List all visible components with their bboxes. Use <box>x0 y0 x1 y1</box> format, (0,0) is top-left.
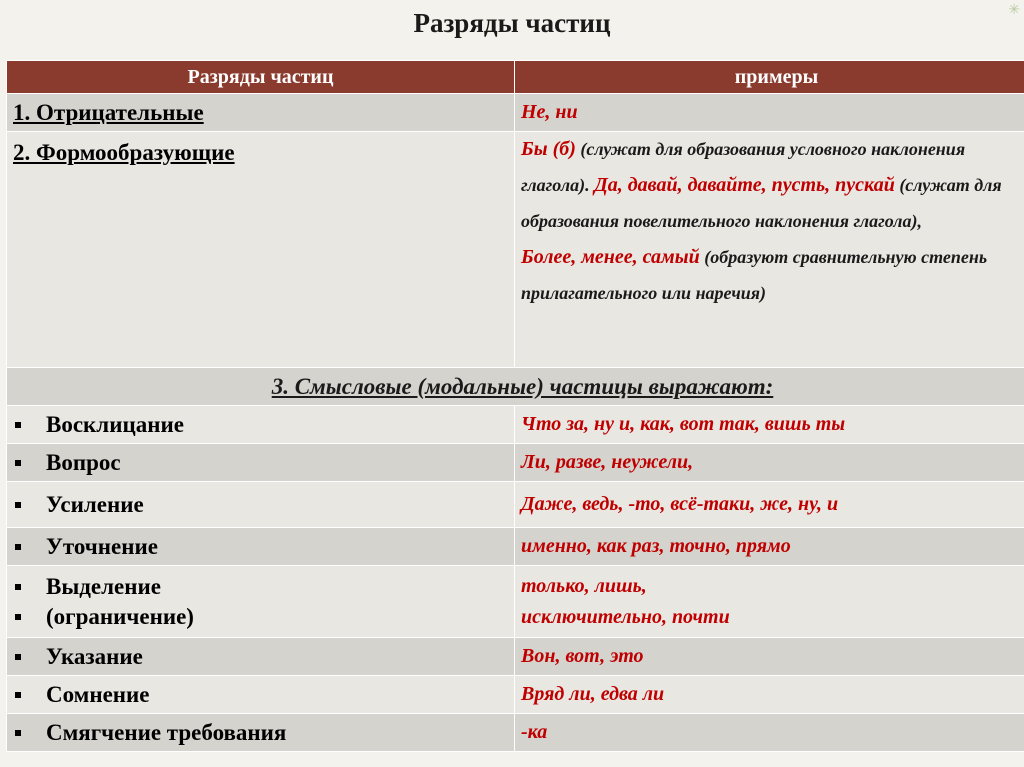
bullet-icon <box>15 460 21 466</box>
modal-example: только, лишь, <box>521 574 647 597</box>
modal-example: Вон, вот, это <box>521 645 644 667</box>
bullet-icon <box>15 584 21 590</box>
table-row <box>7 406 1024 444</box>
header-category: Разряды частиц <box>7 61 515 94</box>
corner-mark-icon: ✳ <box>1008 3 1020 18</box>
bullet-icon <box>15 544 21 550</box>
bullet-icon <box>15 502 21 508</box>
modal-example: Даже, ведь, -то, всё-таки, же, ну, и <box>521 493 839 515</box>
bullet-icon <box>15 692 21 698</box>
bullet-icon <box>15 614 21 620</box>
modal-example: Вряд ли, едва ли <box>521 683 665 705</box>
modal-label: Усиление <box>46 491 144 517</box>
section-row <box>7 368 1024 406</box>
page-title: Разряды частиц <box>413 8 611 38</box>
modal-label: Вопрос <box>46 449 121 475</box>
category-negative: 1. Отрицательные <box>13 99 204 125</box>
modal-label: Выделение <box>46 573 161 599</box>
example-red-2: Да, давай, давайте, пусть, пускай <box>594 174 895 196</box>
modal-label: Уточнение <box>46 533 158 559</box>
header-examples: примеры <box>515 61 1024 94</box>
example-red-3: Более, менее, самый <box>521 246 700 268</box>
modal-example: Ли, разве, неужели, <box>521 451 694 473</box>
modal-label: Указание <box>46 643 143 669</box>
bullet-icon <box>15 730 21 736</box>
bullet-icon <box>15 654 21 660</box>
modal-label: Смягчение требования <box>46 719 287 745</box>
section-title: 3. Смысловые (модальные) частицы выражают: <box>7 368 1024 406</box>
table-row <box>7 714 1024 752</box>
table-row <box>7 482 1024 528</box>
bullet-icon <box>15 422 21 428</box>
particles-table <box>6 60 1024 752</box>
category-formative: 2. Формообразующие <box>13 140 235 165</box>
example-formative <box>515 132 1024 368</box>
table-row <box>7 528 1024 566</box>
table-row <box>7 566 1024 638</box>
table-row <box>7 676 1024 714</box>
table-row <box>7 94 1024 132</box>
modal-label: Сомнение <box>46 681 150 707</box>
example-note-3: (образуют сравнительную степень прилагательного или наречия) <box>521 247 988 303</box>
example-note-2: (служат для образования повелительного наклонения глагола), <box>521 175 1002 231</box>
modal-label: Восклицание <box>46 411 184 437</box>
example-red-1: Бы (б) <box>521 138 576 160</box>
table-row <box>7 638 1024 676</box>
example-note-1: (служат для образования условного наклонения глагола). <box>521 139 966 195</box>
modal-label: (ограничение) <box>46 603 194 629</box>
modal-example: исключительно, почти <box>521 605 730 628</box>
modal-example: именно, как раз, точно, прямо <box>521 535 791 557</box>
table-row <box>7 444 1024 482</box>
modal-example: -ка <box>521 721 548 743</box>
example-negative: Не, ни <box>521 101 578 123</box>
table-row <box>7 132 1024 368</box>
table-header-row <box>7 61 1024 94</box>
modal-example: Что за, ну и, как, вот так, вишь ты <box>521 413 846 435</box>
